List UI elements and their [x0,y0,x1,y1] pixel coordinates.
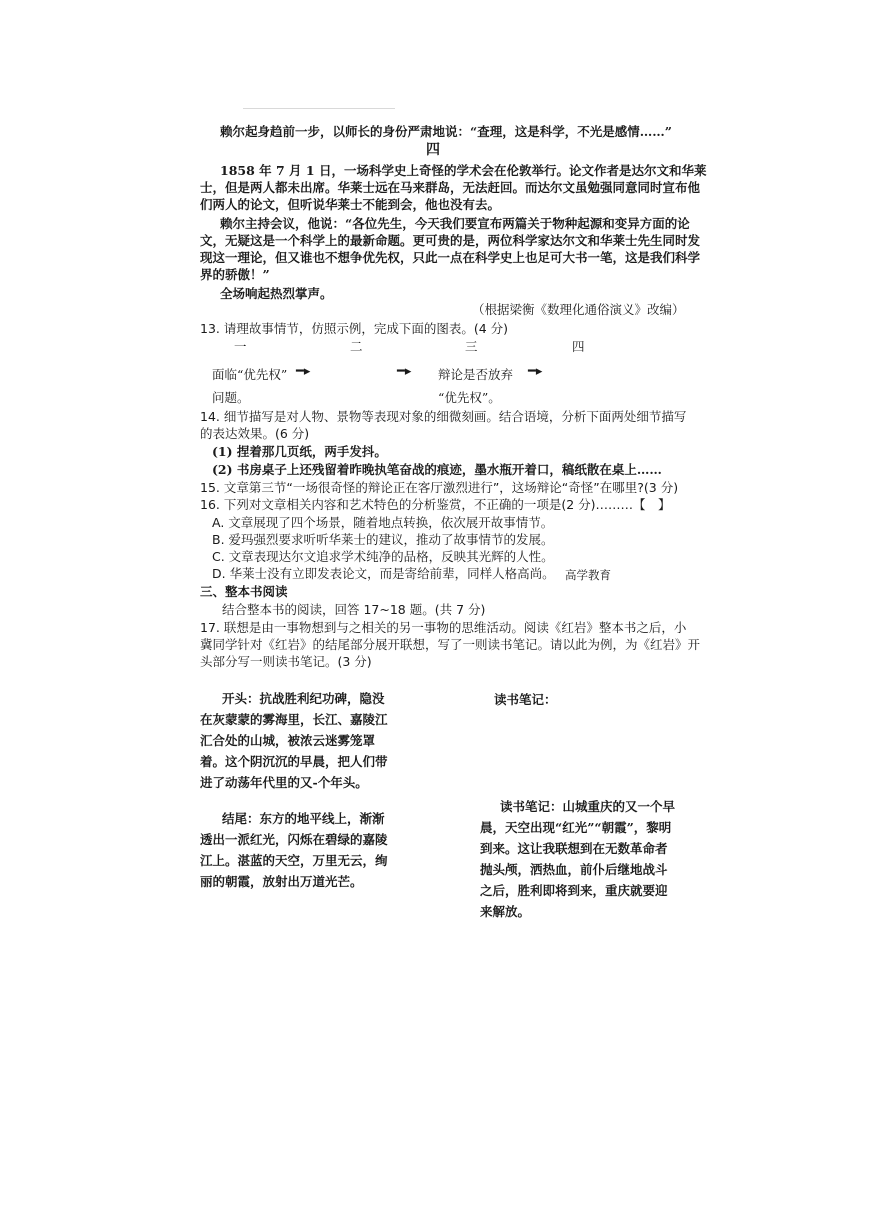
q17-opening-label: 开头： [222,691,260,706]
q17-opening-text: 抗战胜利纪功碑，隐没在灰蒙蒙的雾海里，长江、嘉陵江汇合处的山城，被浓云迷雾笼罩着。这个阴沉沉的早晨，把人们带进了动荡年代里的又-个年头。 [200,691,388,790]
story-source: （根据梁衡《数理化通俗演义》改编） [472,302,685,317]
q13-cell1-line1: 面临“优先权” [212,367,288,382]
top-divider [243,108,395,109]
q13-cell3-line1: 辩论是否放弃 [438,367,514,382]
question-13: 13. 请理故事情节，仿照示例，完成下面的图表。(4 分) [200,321,509,336]
question-14-line2: 的表达效果。(6 分) [200,426,310,441]
q16-option-a: A. 文章展现了四个场景，随着地点转换，依次展开故事情节。 [212,515,554,530]
section-3-title: 三、整本书阅读 [200,584,288,599]
q13-col-2: 二 [350,339,363,354]
question-16: 16. 下列对文章相关内容和艺术特色的分析鉴赏，不正确的一项是(2 分)………【 】 [200,497,671,512]
q17-ending-block [200,808,396,892]
q13-cell3-line2: “优先权”。 [438,390,501,405]
q17-notes2-label: 读书笔记： [500,799,563,814]
arrow-right-icon: ━▸ [528,364,543,379]
q17-ending-label: 结尾： [222,811,260,826]
story-para1-line3: 们两人的论文，但听说华莱士不能到会，他也没有去。 [200,197,501,212]
watermark-text: 高学教育 [565,568,611,582]
arrow-right-icon: ━▸ [397,364,412,379]
q17-ending-text: 东方的地平线上，渐渐透出一派红光，闪烁在碧绿的嘉陵江上。湛蓝的天空，万里无云，绚丽的朝霞，放射出万道光芒。 [200,811,388,889]
question-17-line1: 17. 联想是由一事物想到与之相关的另一事物的思维活动。阅读《红岩》整本书之后，小 [200,620,687,635]
q16-option-c: C. 文章表现达尔文追求学术纯净的品格，反映其光辉的人性。 [212,549,554,564]
q17-notes-label: 读书笔记： [494,692,557,707]
story-para2-line1: 赖尔主持会议，他说：“各位先生，今天我们要宣布两篇关于物种起源和变异方面的论 [220,216,690,231]
q16-option-b: B. 爱玛强烈要求听听华莱士的建议，推动了故事情节的发展。 [212,532,554,547]
question-17-line2: 冀同学针对《红岩》的结尾部分展开联想，写了一则读书笔记。请以此为例，为《红岩》开 [200,637,701,652]
q14-item2: (2) 书房桌子上还残留着昨晚执笔奋战的痕迹，墨水瓶开着口，稿纸散在桌上…… [212,462,662,477]
q17-notes2-block [480,796,676,922]
q16-option-d: D. 华莱士没有立即发表论文，而是寄给前辈，同样人格高尚。 [212,566,555,581]
q13-cell1-line2: 问题。 [212,390,250,405]
story-para2-line2: 文，无疑这是一个科学上的最新命题。更可贵的是，两位科学家达尔文和华莱士先生同时发 [200,233,701,248]
story-para2-line3: 现这一理论，但又谁也不想争优先权，只此一点在科学史上也足可大书一笔，这是我们科学 [200,250,701,265]
q17-notes2-text: 山城重庆的又一个早晨，天空出现“红光”“朝霞”，黎明到来。这让我联想到在无数革命者抛头颅，洒热血，前仆后继地战斗之后，胜利即将到来，重庆就要迎来解放。 [480,799,676,919]
q13-col-1: 一 [234,339,247,354]
story-para2-line4: 界的骄傲！” [200,267,270,282]
section-four-heading: 四 [426,142,440,158]
story-para1-line2: 士，但是两人都未出席。华莱士远在马来群岛，无法赶回。而达尔文虽勉强同意同时宣布他 [200,180,701,195]
question-15: 15. 文章第三节“一场很奇怪的辩论正在客厅激烈进行”，这场辩论“奇怪”在哪里?(3 分) [200,480,679,495]
story-para3: 全场响起热烈掌声。 [220,286,333,301]
q14-item1: (1) 捏着那几页纸，两手发抖。 [212,444,387,459]
arrow-right-icon: ━▸ [296,364,311,379]
question-17-line3: 头部分写一则读书笔记。(3 分) [200,654,372,669]
q13-col-3: 三 [465,339,478,354]
section-3-intro: 结合整本书的阅读，回答 17~18 题。(共 7 分) [222,602,486,617]
question-14-line1: 14. 细节描写是对人物、景物等表现对象的细微刻画。结合语境，分析下面两处细节描写 [200,409,687,424]
q13-col-4: 四 [572,339,585,354]
story-line-before: 赖尔起身趋前一步，以师长的身份严肃地说：“查理，这是科学，不光是感情……” [220,124,672,139]
q17-opening-block [200,688,396,793]
story-para1-line1: 1858 年 7 月 1 日，一场科学史上奇怪的学术会在伦敦举行。论文作者是达尔文和华莱 [220,163,707,178]
